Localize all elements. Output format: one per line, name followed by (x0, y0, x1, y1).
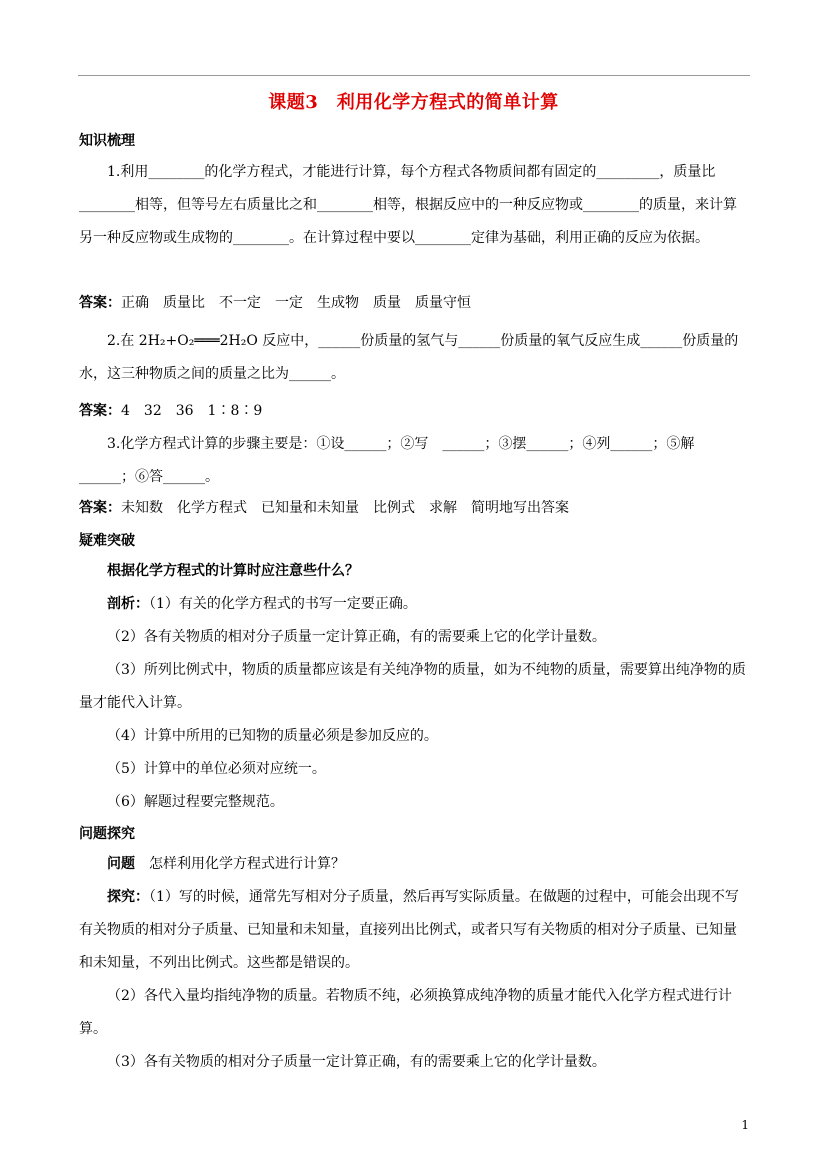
problem-label: 问题 (107, 856, 135, 872)
analysis-item-4: （4）计算中所用的已知物的质量必须是参加反应的。 (107, 728, 438, 744)
answer-text: 4 32 36 1∶8∶9 (121, 403, 263, 419)
answer-text: 正确 质量比 不一定 一定 生成物 质量 质量守恒 (121, 295, 471, 311)
answer-3 (79, 497, 569, 517)
question-1: 1.利用________的化学方程式，才能进行计算，每个方程式各物质间都有固定的_________，质量比________相等，但等号左右质量比之和________相等，根据反应中的一种反应物或________的质量，来计算另一种反应物或生成物的________。在计算过程中要以________定律为基础，利用正确的反应为依据。 (79, 164, 737, 246)
question-3: 3.化学方程式计算的步骤主要是：①设______；②写 ______；③摆______；④列______；⑤解______；⑥答______。 (79, 436, 695, 485)
question-2: 2.在 2H₂+O₂═══2H₂O 反应中，______份质量的氢气与______份质量的氧气反应生成______份质量的水，这三种物质之间的质量之比为______。 (79, 333, 739, 382)
answer-label: 答案： (79, 295, 121, 311)
difficulty-question: 根据化学方程式的计算时应注意些什么？ (107, 563, 359, 579)
answer-2 (79, 400, 262, 420)
section-knowledge: 知识梳理 (79, 133, 135, 149)
page-title: 课题3 利用化学方程式的简单计算 (268, 92, 559, 113)
problem-question (79, 848, 749, 881)
analysis-item-2: （2）各有关物质的相对分子质量一定计算正确，有的需要乘上它的化学计量数。 (107, 629, 606, 645)
answer-1 (79, 292, 471, 312)
answer-label: 答案： (79, 403, 121, 419)
explore-item-1 (79, 881, 749, 980)
analysis-label: 剖析： (107, 596, 149, 612)
explore-item-3: （3）各有关物质的相对分子质量一定计算正确，有的需要乘上它的化学计量数。 (107, 1054, 606, 1070)
page-number: 1 (741, 1118, 749, 1132)
header-rule (78, 75, 750, 76)
explore-label: 探究： (107, 889, 149, 905)
analysis-item-1 (79, 588, 749, 621)
explore-text: （1）写的时候，通常先写相对分子质量，然后再写实际质量。在做题的过程中，可能会出现不写有关物质的相对分子质量、已知量和未知量，直接列出比例式，或者只写有关物质的相对分子质量、已知量和未知量，不列出比例式。这些都是错误的。 (79, 889, 739, 971)
analysis-item-6: （6）解题过程要完整规范。 (107, 794, 284, 810)
analysis-item-3: （3）所列比例式中，物质的质量都应该是有关纯净物的质量，如为不纯物的质量，需要算出纯净物的质量才能代入计算。 (79, 662, 746, 711)
problem-text: 怎样利用化学方程式进行计算？ (135, 856, 345, 872)
answer-text: 未知数 化学方程式 已知量和未知量 比例式 求解 简明地写出答案 (121, 500, 569, 516)
explore-item-2: （2）各代入量均指纯净物的质量。若物质不纯，必须换算成纯净物的质量才能代入化学方程式进行计算。 (79, 988, 732, 1037)
analysis-item-5: （5）计算中的单位必须对应统一。 (107, 761, 326, 777)
section-difficulty: 疑难突破 (79, 533, 135, 549)
analysis-text: （1）有关的化学方程式的书写一定要正确。 (149, 596, 417, 612)
section-problem: 问题探究 (79, 826, 135, 842)
answer-label: 答案： (79, 500, 121, 516)
